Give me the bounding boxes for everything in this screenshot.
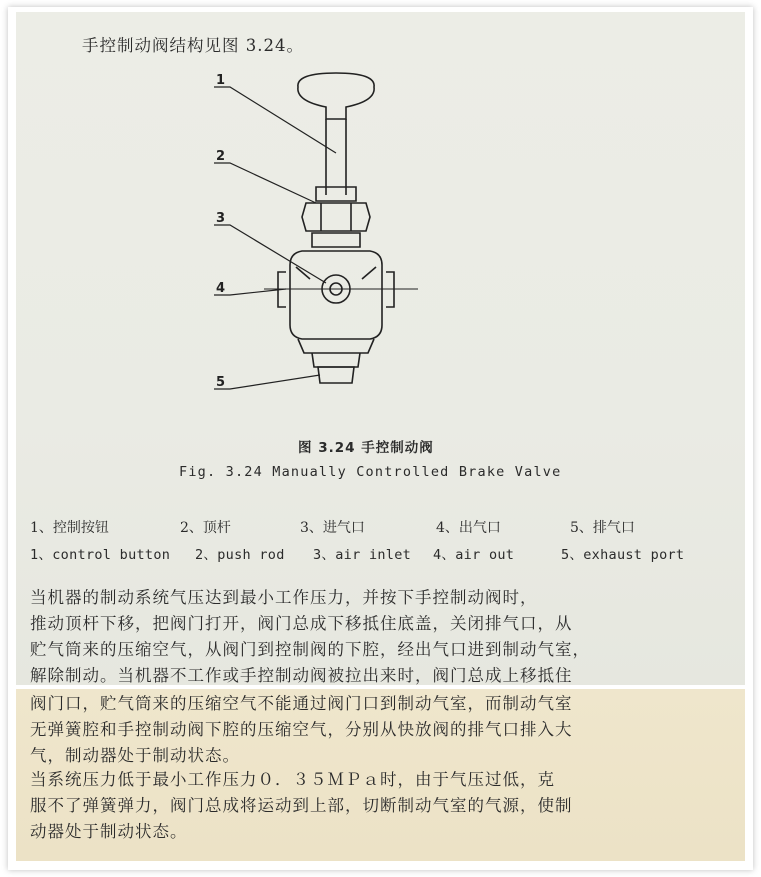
part-label-cn: 3、进气口 bbox=[300, 520, 365, 536]
part-label-cn: 1、控制按钮 bbox=[30, 520, 109, 536]
lower-page-scan bbox=[16, 689, 745, 861]
hex-nut-shape bbox=[302, 203, 370, 231]
parts-list-chinese bbox=[30, 517, 730, 537]
text-line: 无弹簧腔和手控制动阀下腔的压缩空气，分别从快放阀的排气口排入大 bbox=[30, 720, 573, 739]
part-label-cn: 2、顶杆 bbox=[180, 520, 231, 536]
text-line: 解除制动。当机器不工作或手控制动阀被拉出来时，阀门总成上移抵住 bbox=[30, 666, 573, 685]
figure-caption-english: Fig. 3.24 Manually Controlled Brake Valve bbox=[179, 464, 562, 480]
exhaust-port-shape bbox=[318, 367, 354, 383]
callout-5: 5 bbox=[216, 375, 226, 390]
callout-4: 4 bbox=[216, 281, 226, 296]
paragraph-3 bbox=[30, 767, 573, 845]
brake-valve-diagram bbox=[186, 67, 486, 417]
part-label-en: 2、push rod bbox=[195, 547, 285, 563]
part-label-cn: 5、排气口 bbox=[570, 520, 635, 536]
push-rod-shape bbox=[326, 119, 346, 195]
text-line: 动器处于制动状态。 bbox=[30, 822, 188, 841]
paragraph-2 bbox=[30, 691, 573, 769]
text-line: 气，制动器处于制动状态。 bbox=[30, 746, 240, 765]
paragraph-1 bbox=[30, 585, 590, 685]
part-label-en: 4、air out bbox=[433, 547, 515, 563]
text-line: 当系统压力低于最小工作压力０．３５ＭＰａ时，由于气压过低，克 bbox=[30, 770, 555, 789]
text-line: 当机器的制动系统气压达到最小工作压力，并按下手控制动阀时， bbox=[30, 588, 538, 607]
text-line: 服不了弹簧弹力，阀门总成将运动到上部，切断制动气室的气源，使制 bbox=[30, 796, 573, 815]
upper-page-scan bbox=[16, 12, 745, 685]
text-line: 推动顶杆下移，把阀门打开，阀门总成下移抵住底盖，关闭排气口，从 bbox=[30, 614, 573, 633]
text-line: 贮气筒来的压缩空气，从阀门到控制阀的下腔，经出气口进到制动气室， bbox=[30, 640, 590, 659]
figure-caption-chinese: 图 3.24 手控制动阀 bbox=[298, 440, 434, 456]
part-label-en: 3、air inlet bbox=[313, 547, 412, 563]
callout-3: 3 bbox=[216, 211, 226, 226]
part-label-en: 5、exhaust port bbox=[561, 547, 685, 563]
part-label-cn: 4、出气口 bbox=[436, 520, 501, 536]
callout-2: 2 bbox=[216, 149, 226, 164]
section-heading: 手控制动阀结构见图 3.24。 bbox=[82, 36, 304, 55]
text-line: 阀门口，贮气筒来的压缩空气不能通过阀门口到制动气室，而制动气室 bbox=[30, 694, 573, 713]
parts-list-english bbox=[30, 543, 730, 563]
control-knob-shape bbox=[298, 73, 374, 119]
callout-1: 1 bbox=[216, 73, 226, 88]
part-label-en: 1、control button bbox=[30, 547, 171, 563]
